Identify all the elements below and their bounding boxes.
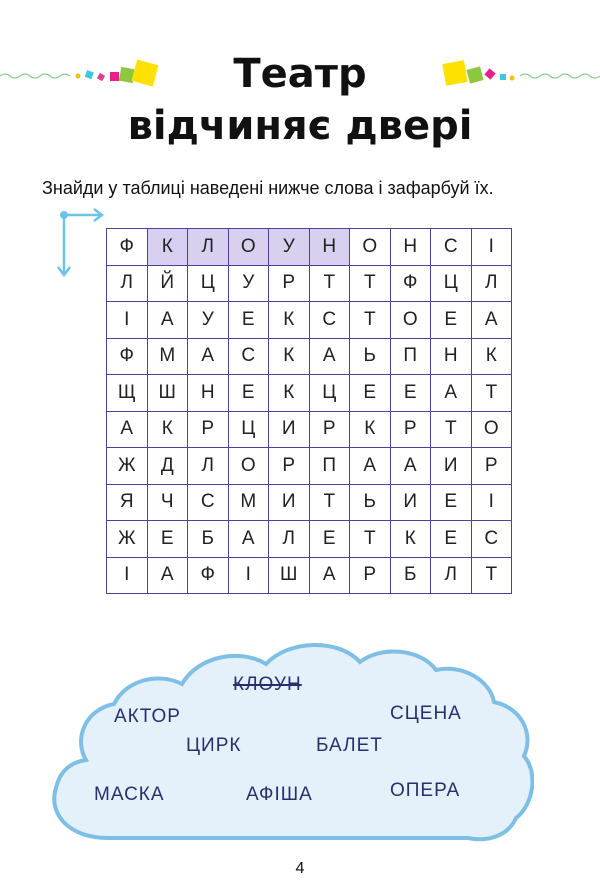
grid-cell[interactable]: О [228,448,269,485]
grid-cell[interactable]: К [269,375,310,412]
grid-cell[interactable]: Р [390,411,431,448]
grid-cell[interactable]: Р [269,265,310,302]
grid-cell[interactable]: Е [390,375,431,412]
grid-cell[interactable]: Е [431,302,472,339]
word-aktor: АКТОР [114,706,181,727]
grid-row [107,521,512,558]
grid-cell[interactable]: А [471,302,512,339]
word-search-grid [106,228,512,594]
grid-cell[interactable]: Е [147,521,188,558]
grid-cell[interactable]: Я [107,484,148,521]
grid-cell[interactable]: Е [309,521,350,558]
grid-cell[interactable]: И [390,484,431,521]
grid-cell[interactable]: Ж [107,448,148,485]
grid-cell[interactable]: Т [350,265,391,302]
grid-cell[interactable]: О [471,411,512,448]
grid-cell[interactable]: А [147,302,188,339]
grid-cell[interactable]: Ц [431,265,472,302]
grid-cell[interactable]: Т [309,265,350,302]
grid-row [107,484,512,521]
grid-cell[interactable]: Ч [147,484,188,521]
grid-row [107,375,512,412]
grid-cell[interactable]: Й [147,265,188,302]
grid-cell[interactable]: Б [188,521,229,558]
grid-cell[interactable]: Н [431,338,472,375]
grid-cell[interactable]: П [309,448,350,485]
word-maska: МАСКА [94,784,165,805]
grid-cell[interactable]: Р [309,411,350,448]
grid-cell[interactable]: С [309,302,350,339]
grid-cell[interactable]: Ц [228,411,269,448]
grid-cell[interactable]: К [471,338,512,375]
grid-cell[interactable]: О [228,229,269,266]
grid-cell[interactable]: А [390,448,431,485]
title-line-2: відчиняє двері [127,103,473,149]
grid-cell[interactable]: Т [471,375,512,412]
grid-cell[interactable]: Ж [107,521,148,558]
page-title [0,48,600,152]
grid-cell[interactable]: К [390,521,431,558]
grid-cell[interactable]: А [147,557,188,594]
grid-cell[interactable]: Ц [309,375,350,412]
grid-cell[interactable]: А [431,375,472,412]
grid-cell[interactable]: Д [147,448,188,485]
page-number: 4 [295,860,305,877]
word-klooun: КЛОУН [233,674,302,695]
grid-cell[interactable]: С [188,484,229,521]
grid-cell[interactable]: М [228,484,269,521]
grid-row [107,557,512,594]
grid-row [107,411,512,448]
grid-row [107,229,512,266]
grid-cell[interactable]: Е [431,521,472,558]
grid-row [107,302,512,339]
grid-cell[interactable]: Л [269,521,310,558]
grid-cell[interactable]: С [228,338,269,375]
grid-cell[interactable]: Р [269,448,310,485]
grid-cell[interactable]: У [228,265,269,302]
grid-cell[interactable]: Е [228,375,269,412]
grid-cell[interactable]: К [147,411,188,448]
grid-cell[interactable]: Ф [107,229,148,266]
title-line-1: Театр [233,51,367,97]
grid-cell[interactable]: Е [431,484,472,521]
grid-cell[interactable]: Ь [350,484,391,521]
grid-cell[interactable]: Н [390,229,431,266]
word-tsyrk: ЦИРК [186,735,242,756]
grid-cell[interactable]: Ф [107,338,148,375]
word-balet: БАЛЕТ [316,735,383,756]
grid-cell[interactable]: Т [350,521,391,558]
grid-cell[interactable]: Ф [390,265,431,302]
grid-cell[interactable]: К [269,338,310,375]
grid-cell[interactable]: Б [390,557,431,594]
direction-arrows-icon [54,205,114,285]
grid-cell[interactable]: К [350,411,391,448]
grid-cell[interactable]: И [431,448,472,485]
grid-cell[interactable]: Т [431,411,472,448]
grid-cell[interactable]: Р [188,411,229,448]
grid-cell[interactable]: І [471,484,512,521]
grid-cell[interactable]: Р [350,557,391,594]
grid-cell[interactable]: А [228,521,269,558]
grid-cell[interactable]: Т [350,302,391,339]
word-opera: ОПЕРА [390,780,461,801]
grid-cell[interactable]: Л [471,265,512,302]
grid-row [107,265,512,302]
grid-cell[interactable]: П [390,338,431,375]
grid-cell[interactable]: Л [188,448,229,485]
grid-cell[interactable]: О [350,229,391,266]
grid-cell[interactable]: К [147,229,188,266]
grid-cell[interactable]: Ь [350,338,391,375]
grid-cell[interactable]: С [471,521,512,558]
grid-cell[interactable]: К [269,302,310,339]
grid-cell[interactable]: Ф [188,557,229,594]
grid-cell[interactable]: И [269,484,310,521]
grid-cell[interactable]: О [390,302,431,339]
grid-cell[interactable]: А [309,557,350,594]
grid-cell[interactable]: Е [350,375,391,412]
grid-cell[interactable]: М [147,338,188,375]
grid-cell[interactable]: Ш [147,375,188,412]
grid-cell[interactable]: Т [471,557,512,594]
cloud-shape [48,638,534,850]
grid-cell[interactable]: А [309,338,350,375]
grid-cell[interactable]: І [471,229,512,266]
grid-cell[interactable]: И [269,411,310,448]
grid-cell[interactable]: У [188,302,229,339]
grid-cell[interactable]: А [107,411,148,448]
grid-cell[interactable]: І [228,557,269,594]
grid-cell[interactable]: Л [107,265,148,302]
grid-cell[interactable]: Н [188,375,229,412]
grid-row [107,448,512,485]
grid-cell[interactable]: Ш [269,557,310,594]
grid-cell[interactable]: Л [188,229,229,266]
grid-cell[interactable]: Р [471,448,512,485]
grid-cell[interactable]: А [350,448,391,485]
grid-cell[interactable]: Щ [107,375,148,412]
grid-cell[interactable]: С [431,229,472,266]
grid-cell[interactable]: У [269,229,310,266]
instruction-text: Знайди у таблиці наведені нижче слова і зафарбуй їх. [42,178,494,198]
grid-row [107,338,512,375]
grid-cell[interactable]: Л [431,557,472,594]
grid-cell[interactable]: Е [228,302,269,339]
grid-cell[interactable]: Н [309,229,350,266]
grid-cell[interactable]: А [188,338,229,375]
word-afisha: АФІША [246,784,313,805]
grid-cell[interactable]: І [107,302,148,339]
grid-cell[interactable]: Ц [188,265,229,302]
grid-cell[interactable]: Т [309,484,350,521]
word-stsena: СЦЕНА [390,703,462,724]
grid-cell[interactable]: І [107,557,148,594]
